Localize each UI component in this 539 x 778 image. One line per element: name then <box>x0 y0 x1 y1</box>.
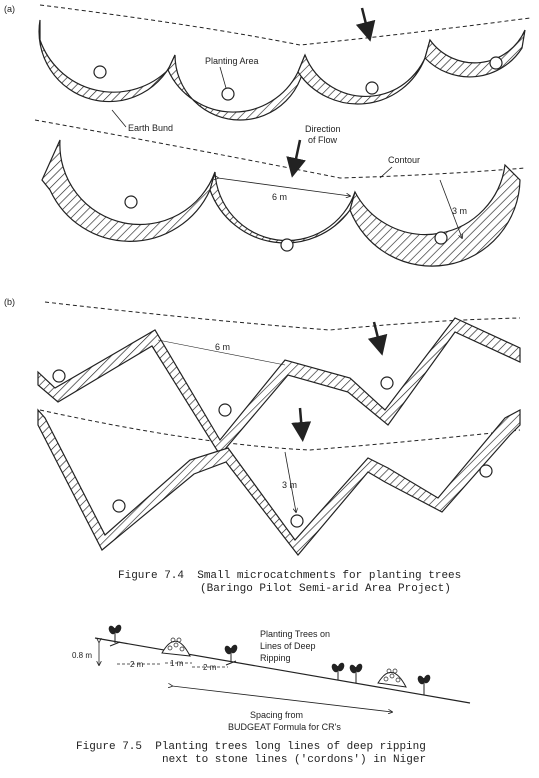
tree-circle <box>94 66 106 78</box>
dimension-spacing-budgeat <box>172 686 392 712</box>
leader-earth-bund <box>112 110 126 127</box>
flow-arrow-a1 <box>362 8 368 32</box>
tree-circle <box>281 239 293 251</box>
contour-line-a1 <box>40 5 530 45</box>
label-spacing-1: 2 m <box>130 660 144 669</box>
label-spacing-from: Spacing from <box>250 710 304 720</box>
tree-circle <box>366 82 378 94</box>
stone-line-heap <box>162 641 190 656</box>
caption-7-4-line2: (Baringo Pilot Semi-arid Area Project) <box>200 583 451 595</box>
tree-circle <box>291 515 303 527</box>
flow-arrow-b1 <box>374 322 380 346</box>
stone-line-heap <box>378 672 406 687</box>
figure-7-5 <box>72 624 470 732</box>
label-contour: Contour <box>388 155 421 165</box>
label-direction: Direction <box>305 124 341 134</box>
label-planting-trees-1: Planting Trees on <box>260 629 331 639</box>
caption-7-5-line2: next to stone lines ('cordons') in Niger <box>162 754 427 766</box>
bund-row-a1 <box>39 20 525 120</box>
panel-b-label: (b) <box>4 297 15 307</box>
label-planting-area: Planting Area <box>205 56 259 66</box>
tree-circle <box>435 232 447 244</box>
zigzag-bund-b2 <box>38 410 520 555</box>
caption-7-4-line1: Figure 7.4 Small microcatchments for planting trees <box>118 570 462 582</box>
tree-circle <box>381 377 393 389</box>
label-3m-a: 3 m <box>452 206 468 216</box>
contour-line-a2 <box>35 120 525 178</box>
tree-circle <box>113 500 125 512</box>
tree-circle <box>125 196 137 208</box>
label-spacing-2: 1 m <box>170 659 184 668</box>
tree-circle <box>219 404 231 416</box>
flow-arrow-a2 <box>294 140 300 168</box>
tree-sprout <box>349 663 363 683</box>
label-planting-trees-2: Lines of Deep <box>260 641 316 651</box>
contour-line-b2 <box>40 410 520 450</box>
label-6m-b: 6 m <box>215 342 231 352</box>
panel-b <box>4 297 520 555</box>
panel-a-label: (a) <box>4 4 15 14</box>
zigzag-bund-b1 <box>38 318 520 455</box>
label-spacing-3: 2 m <box>203 663 217 672</box>
tree-circle <box>480 465 492 477</box>
label-6m-a: 6 m <box>272 192 288 202</box>
label-3m-b: 3 m <box>282 480 298 490</box>
leader-planting-area <box>220 67 226 88</box>
label-budgeat: BUDGEAT Formula for CR's <box>228 722 341 732</box>
label-of-flow: of Flow <box>308 135 338 145</box>
label-height: 0.8 m <box>72 651 93 660</box>
flow-arrow-b2 <box>300 408 302 432</box>
tree-circle <box>490 57 502 69</box>
caption-7-5-line1: Figure 7.5 Planting trees long lines of deep ripping <box>76 741 426 753</box>
label-planting-trees-3: Ripping <box>260 653 291 663</box>
tree-sprout <box>331 662 345 680</box>
tree-circle <box>53 370 65 382</box>
panel-a <box>4 4 530 266</box>
tree-sprout <box>417 674 431 695</box>
label-earth-bund: Earth Bund <box>128 123 174 133</box>
tree-circle <box>222 88 234 100</box>
